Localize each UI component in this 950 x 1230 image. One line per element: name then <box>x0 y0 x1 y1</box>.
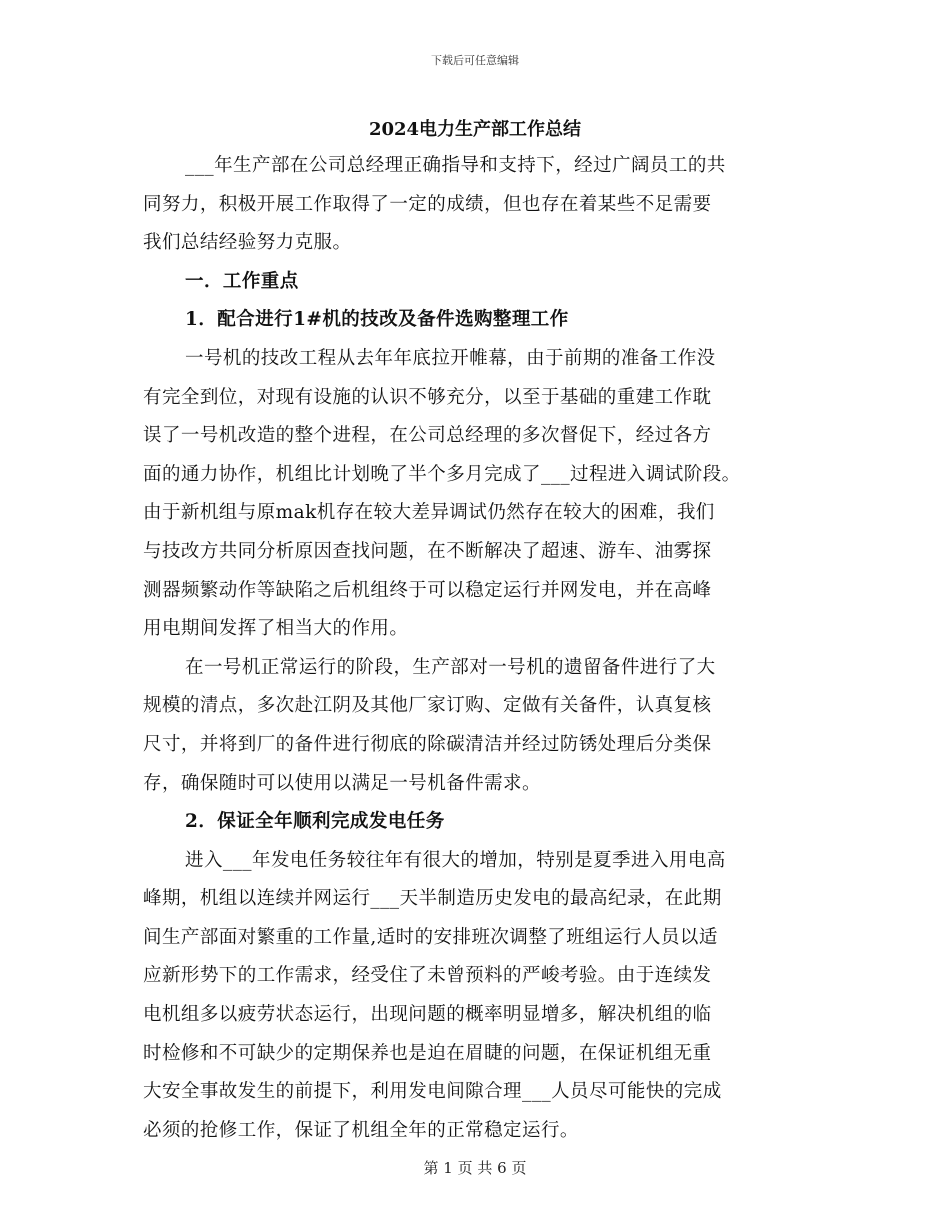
paragraph-line: 尺寸，并将到厂的备件进行彻底的除碳清洁并经过防锈处理后分类保 <box>143 733 712 755</box>
paragraph-line: 在一号机正常运行的阶段，生产部对一号机的遗留备件进行了大 <box>185 656 716 678</box>
document-body <box>143 147 823 1150</box>
paragraph-line: 存，确保随时可以使用以满足一号机备件需求。 <box>143 772 541 794</box>
paragraph-line: 时检修和不可缺少的定期保养也是迫在眉睫的问题，在保证机组无重 <box>143 1042 712 1064</box>
paragraph-line: ___年生产部在公司总经理正确指导和支持下，经过广阔员工的共 <box>185 155 726 176</box>
paragraph-line: 误了一号机改造的整个进程，在公司总经理的多次督促下，经过各方 <box>143 425 712 447</box>
paragraph-line: 大安全事故发生的前提下，利用发电间隙合理___人员尽可能快的完成 <box>143 1081 722 1103</box>
paragraph-line: 面的通力协作，机组比计划晚了半个多月完成了___过程进入调试阶段。 <box>143 463 741 485</box>
paragraph-line: 进入___年发电任务较往年有很大的增加，特别是夏季进入用电高 <box>185 849 726 871</box>
paragraph-line: 峰期，机组以连续并网运行___天半制造历史发电的最高纪录，在此期 <box>143 888 722 910</box>
paragraph-line: 电机组多以疲劳状态运行，出现问题的概率明显增多，解决机组的临 <box>143 1004 712 1026</box>
header-note: 下载后可任意编辑 <box>431 54 519 67</box>
paragraph-line: 应新形势下的工作需求，经受住了未曾预料的严峻考验。由于连续发 <box>143 965 712 987</box>
paragraph-line: 我们总结经验努力克服。 <box>143 232 352 254</box>
paragraph-line: 用电期间发挥了相当大的作用。 <box>143 618 409 640</box>
section-heading: 1．配合进行1#机的技改及备件选购整理工作 <box>185 309 569 331</box>
paragraph-line: 同努力，积极开展工作取得了一定的成绩，但也存在着某些不足需要 <box>143 193 712 215</box>
paragraph-line: 间生产部面对繁重的工作量,适时的安排班次调整了班组运行人员以适 <box>143 926 718 948</box>
section-heading: 2．保证全年顺利完成发电任务 <box>185 811 445 833</box>
paragraph-line: 测器频繁动作等缺陷之后机组终于可以稳定运行并网发电，并在高峰 <box>143 579 712 601</box>
paragraph-line: 由于新机组与原mak机存在较大差异调试仍然存在较大的困难，我们 <box>143 502 715 524</box>
paragraph-line: 规模的清点，多次赴江阴及其他厂家订购、定做有关备件，认真复核 <box>143 695 712 717</box>
page-footer: 第 1 页 共 6 页 <box>423 1159 527 1177</box>
paragraph-line: 必须的抢修工作，保证了机组全年的正常稳定运行。 <box>143 1119 579 1141</box>
document-title: 2024电力生产部工作总结 <box>368 119 582 140</box>
section-heading: 一．工作重点 <box>185 270 299 292</box>
paragraph-line: 一号机的技改工程从去年年底拉开帷幕，由于前期的准备工作没 <box>185 347 716 369</box>
paragraph-line: 与技改方共同分析原因查找问题，在不断解决了超速、游车、油雾探 <box>143 540 712 562</box>
paragraph-line: 有完全到位，对现有设施的认识不够充分，以至于基础的重建工作耽 <box>143 386 712 408</box>
